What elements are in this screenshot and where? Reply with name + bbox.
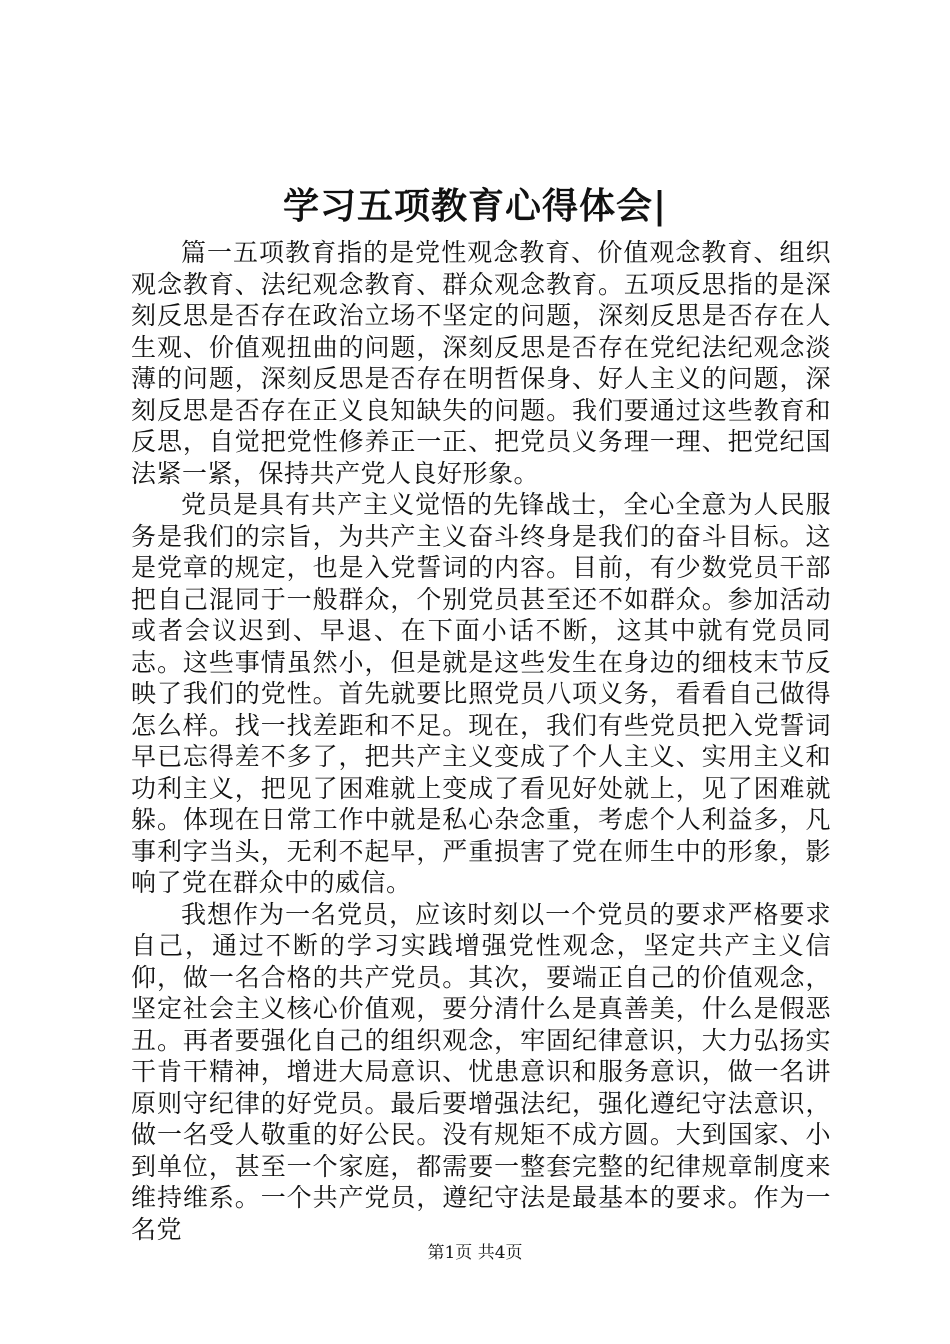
paragraph-1: 篇一五项教育指的是党性观念教育、价值观念教育、组织观念教育、法纪观念教育、群众观念教育。五项反思指的是深刻反思是否存在政治立场不坚定的问题，深刻反思是否存在人生观、价值观扭曲的问题，深刻反思是否存在党纪法纪观念淡薄的问题，深刻反思是否存在明哲保身、好人主义的问题，深刻反思是否存在正义良知缺失的问题。我们要通过这些教育和反思，自觉把党性修养正一正、把党员义务理一理、把党纪国法紧一紧，保持共产党人良好形象。 [131,238,831,488]
paragraph-3: 我想作为一名党员，应该时刻以一个党员的要求严格要求自己，通过不断的学习实践增强党性观念，坚定共产主义信仰，做一名合格的共产党员。其次，要端正自己的价值观念，坚定社会主义核心价值观，要分清什么是真善美，什么是假恶丑。再者要强化自己的组织观念，牢固纪律意识，大力弘扬实干肯干精神，增进大局意识、忧患意识和服务意识，做一名讲原则守纪律的好党员。最后要增强法纪，强化遵纪守法意识，做一名受人敬重的好公民。没有规矩不成方圆。大到国家、小到单位，甚至一个家庭，都需要一整套完整的纪律规章制度来维持维系。一个共产党员，遵纪守法是最基本的要求。作为一名党 [131,899,831,1244]
page-footer: 第1页 共4页 [427,1243,523,1263]
document-body [131,237,831,1245]
paragraph-2: 党员是具有共产主义觉悟的先锋战士，全心全意为人民服务是我们的宗旨，为共产主义奋斗终身是我们的奋斗目标。这是党章的规定，也是入党誓词的内容。目前，有少数党员干部把自己混同于一般群众，个别党员甚至还不如群众。参加活动或者会议迟到、早退、在下面小话不断，这其中就有党员同志。这些事情虽然小，但是就是这些发生在身边的细枝末节反映了我们的党性。首先就要比照党员八项义务，看看自己做得怎么样。找一找差距和不足。现在，我们有些党员把入党誓词早已忘得差不多了，把共产主义变成了个人主义、实用主义和功利主义，把见了困难就上变成了看见好处就上，见了困难就躲。体现在日常工作中就是私心杂念重，考虑个人利益多，凡事利字当头，无利不起早，严重损害了党在师生中的形象，影响了党在群众中的威信。 [131,490,831,897]
document-title: 学习五项教育心得体会| [282,185,668,227]
